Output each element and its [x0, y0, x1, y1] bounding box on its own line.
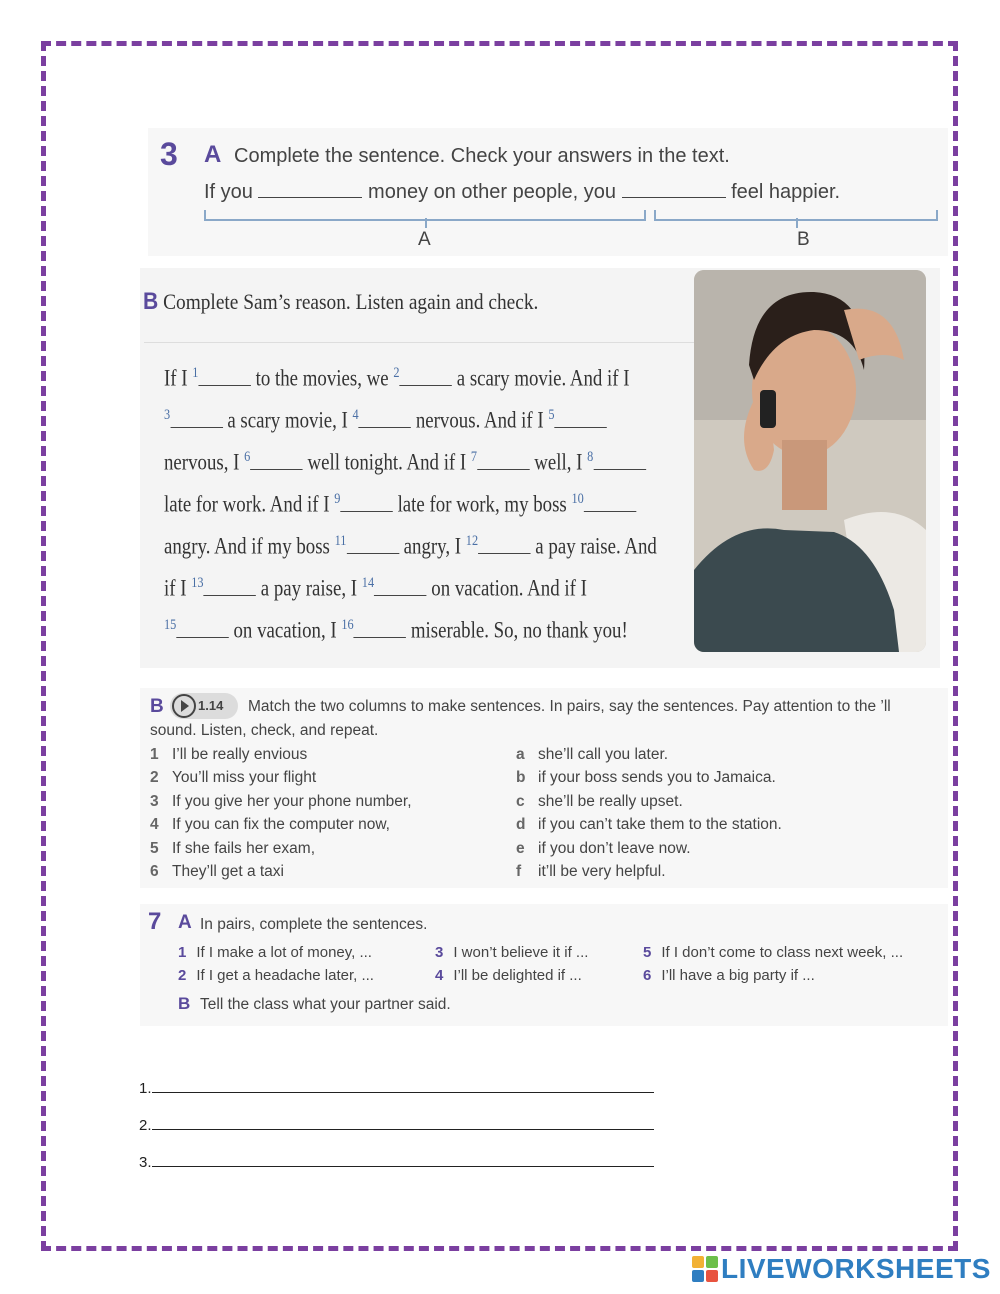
- logo-mark-icon: [692, 1256, 718, 1282]
- exercise-3: [148, 128, 948, 256]
- bracket-b: [654, 210, 938, 221]
- answer-blank[interactable]: [374, 595, 426, 596]
- text-segment: a scary movie. And if I: [452, 365, 630, 391]
- title-text: Complete Sam’s reason. Listen again and check.: [163, 289, 539, 314]
- answer-blank[interactable]: [204, 595, 256, 596]
- part-letter: B: [150, 696, 164, 717]
- instruction-continued: sound. Listen, check, and repeat.: [150, 722, 379, 739]
- answer-blank[interactable]: [354, 637, 406, 638]
- left-item: 1 I’ll be really envious: [150, 746, 308, 763]
- text-line: [164, 617, 628, 644]
- text-segment: late for work, my boss: [392, 491, 572, 517]
- photo-man-on-phone: [694, 270, 926, 652]
- gap-number: 4: [352, 407, 359, 423]
- bracket-label-a: A: [418, 229, 431, 250]
- gap-number: 15: [164, 617, 177, 633]
- answer-blank[interactable]: [258, 197, 362, 198]
- exercise-b-sam: [140, 268, 940, 668]
- part-letter: A: [178, 912, 192, 933]
- text-segment: well, I: [529, 449, 588, 475]
- part-letter: B: [178, 994, 191, 1013]
- answer-blank[interactable]: [346, 553, 398, 554]
- part-letter: B: [143, 288, 159, 315]
- text-segment: late for work. And if I: [164, 491, 335, 517]
- text-line: [164, 491, 636, 518]
- right-item: c she’ll be really upset.: [516, 793, 683, 810]
- exercise-7: [140, 904, 948, 1026]
- gap-number: 14: [361, 575, 375, 591]
- left-item: 6 They’ll get a taxi: [150, 863, 284, 880]
- prompt-item: 3 I won’t believe it if ...: [435, 944, 589, 961]
- gap-number: 1: [192, 365, 199, 381]
- gap-number: 6: [244, 449, 251, 465]
- answer-blank[interactable]: [593, 469, 645, 470]
- prompt-item: 4 I’ll be delighted if ...: [435, 967, 582, 984]
- answer-blank[interactable]: [250, 469, 302, 470]
- answer-blank[interactable]: [478, 553, 530, 554]
- text-segment: nervous, I: [164, 449, 245, 475]
- text-segment: if I: [164, 575, 192, 601]
- exercise-number: 3: [160, 136, 178, 172]
- gap-number: 9: [334, 491, 341, 507]
- sentence-part: money on other people, you: [368, 181, 616, 203]
- track-number: 1.14: [198, 698, 224, 713]
- gap-number: 10: [571, 491, 584, 507]
- text-line: [164, 575, 587, 602]
- answer-line[interactable]: 3.: [139, 1154, 654, 1171]
- exercise-title: [143, 288, 538, 316]
- answer-line[interactable]: 2.: [139, 1117, 654, 1134]
- sentence-part: If you: [204, 181, 253, 203]
- right-item: e if you don’t leave now.: [516, 840, 691, 857]
- text-segment: a pay raise, I: [256, 575, 362, 601]
- answer-blank[interactable]: [170, 427, 222, 428]
- text-segment: a scary movie, I: [222, 407, 353, 433]
- answer-blank[interactable]: [340, 511, 392, 512]
- answer-blank[interactable]: [555, 427, 607, 428]
- text-segment: miserable. So, no thank you!: [406, 617, 628, 643]
- sentence-part: feel happier.: [731, 181, 841, 203]
- logo-text: LIVEWORKSHEETS: [721, 1253, 991, 1284]
- gap-number: 13: [191, 575, 204, 591]
- bracket-label-b: B: [797, 229, 810, 250]
- prompt-item: 1 If I make a lot of money, ...: [178, 944, 372, 961]
- gap-fill-text: [144, 342, 696, 665]
- answer-blank[interactable]: [176, 637, 228, 638]
- text-segment: a pay raise. And: [530, 533, 657, 559]
- gap-number: 16: [341, 617, 354, 633]
- instruction: Tell the class what your partner said.: [200, 996, 451, 1013]
- instruction: Complete the sentence. Check your answers in the text.: [234, 145, 730, 167]
- right-item: f it’ll be very helpful.: [516, 863, 666, 880]
- play-icon[interactable]: [172, 694, 196, 718]
- text-segment: well tonight. And if I: [302, 449, 471, 475]
- gap-number: 7: [470, 449, 478, 465]
- liveworksheets-logo: [692, 1254, 991, 1284]
- prompt-item: 2 If I get a headache later, ...: [178, 967, 374, 984]
- gap-number: 2: [393, 365, 400, 381]
- gap-number: 8: [587, 449, 594, 465]
- gap-number: 11: [334, 533, 347, 549]
- answer-blank[interactable]: [400, 385, 452, 386]
- text-segment: nervous. And if I: [411, 407, 549, 433]
- right-item: d if you can’t take them to the station.: [516, 816, 782, 833]
- text-line: [164, 365, 630, 392]
- left-item: 3 If you give her your phone number,: [150, 793, 412, 810]
- text-segment: angry, I: [398, 533, 466, 559]
- left-item: 4 If you can fix the computer now,: [150, 816, 390, 833]
- answer-line[interactable]: 1.: [139, 1080, 654, 1097]
- right-item: a she’ll call you later.: [516, 746, 669, 763]
- right-item: b if your boss sends you to Jamaica.: [516, 769, 776, 786]
- left-item: 5 If she fails her exam,: [150, 840, 316, 857]
- answer-blank[interactable]: [622, 197, 726, 198]
- part-letter: A: [204, 141, 222, 168]
- instruction: In pairs, complete the sentences.: [200, 916, 428, 933]
- audio-track-badge[interactable]: [170, 693, 238, 719]
- answer-blank[interactable]: [198, 385, 250, 386]
- answer-blank[interactable]: [584, 511, 636, 512]
- prompt-item: 6 I’ll have a big party if ...: [643, 967, 815, 984]
- gap-number: 3: [164, 407, 171, 423]
- exercise-number: 7: [148, 908, 162, 935]
- text-segment: on vacation. And if I: [426, 575, 587, 601]
- text-line: [164, 449, 646, 476]
- answer-blank[interactable]: [477, 469, 529, 470]
- gap-number: 12: [465, 533, 479, 549]
- instruction: Match the two columns to make sentences. In pairs, say the sentences. Pay attention to the ’ll: [248, 698, 891, 715]
- text-line: [164, 533, 657, 560]
- text-segment: to the movies, we: [250, 365, 394, 391]
- bracket-a: [204, 210, 646, 221]
- text-line: [164, 407, 607, 434]
- prompt-item: 5 If I don’t come to class next week, ...: [643, 944, 904, 961]
- text-segment: angry. And if my boss: [164, 533, 335, 559]
- text-segment: If I: [164, 365, 193, 391]
- left-item: 2 You’ll miss your flight: [150, 769, 317, 786]
- answer-blank[interactable]: [359, 427, 411, 428]
- sentence: [204, 181, 840, 204]
- exercise-b-match: [140, 688, 948, 888]
- text-segment: on vacation, I: [228, 617, 342, 643]
- gap-number: 5: [548, 407, 555, 423]
